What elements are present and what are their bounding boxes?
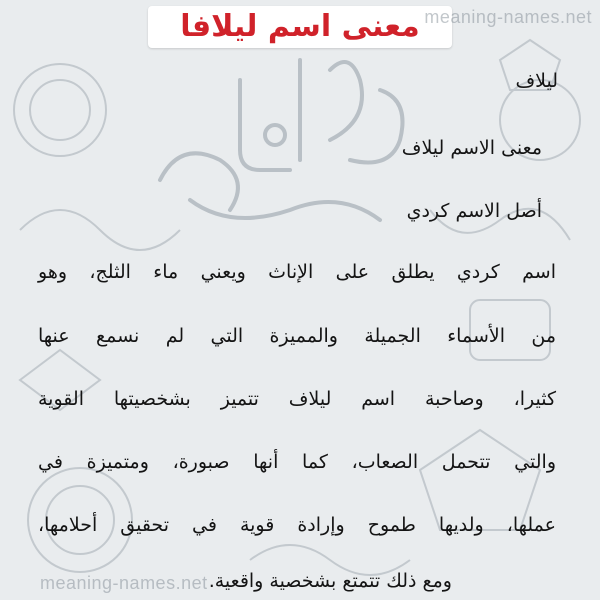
- paragraph-line: كثيرا، وصاحبة اسم ليلاف تتميز بشخصيتها القوية: [38, 388, 556, 410]
- paragraph-line: عملها، ولديها طموح وإرادة قوية في تحقيق أحلامها،: [38, 514, 556, 536]
- watermark-top: meaning-names.net: [424, 7, 592, 27]
- paragraph-line: والتي تتحمل الصعاب، كما أنها صبورة، ومتميزة في: [38, 451, 556, 473]
- paragraph-line: من الأسماء الجميلة والمميزة التي لم نسمع عنها: [38, 325, 556, 347]
- paragraph-line: ومع ذلك تتمتع بشخصية واقعية.: [208, 570, 452, 592]
- name-line: ليلاف: [515, 70, 558, 92]
- origin-line: أصل الاسم كردي: [406, 200, 542, 222]
- page-title: معنى اسم ليلافا: [180, 9, 420, 44]
- meaning-line: معنى الاسم ليلاف: [401, 137, 542, 159]
- paragraph-line: اسم كردي يطلق على الإناث ويعني ماء الثلج، وهو: [38, 261, 556, 283]
- watermark-bottom: meaning-names.net: [40, 573, 208, 593]
